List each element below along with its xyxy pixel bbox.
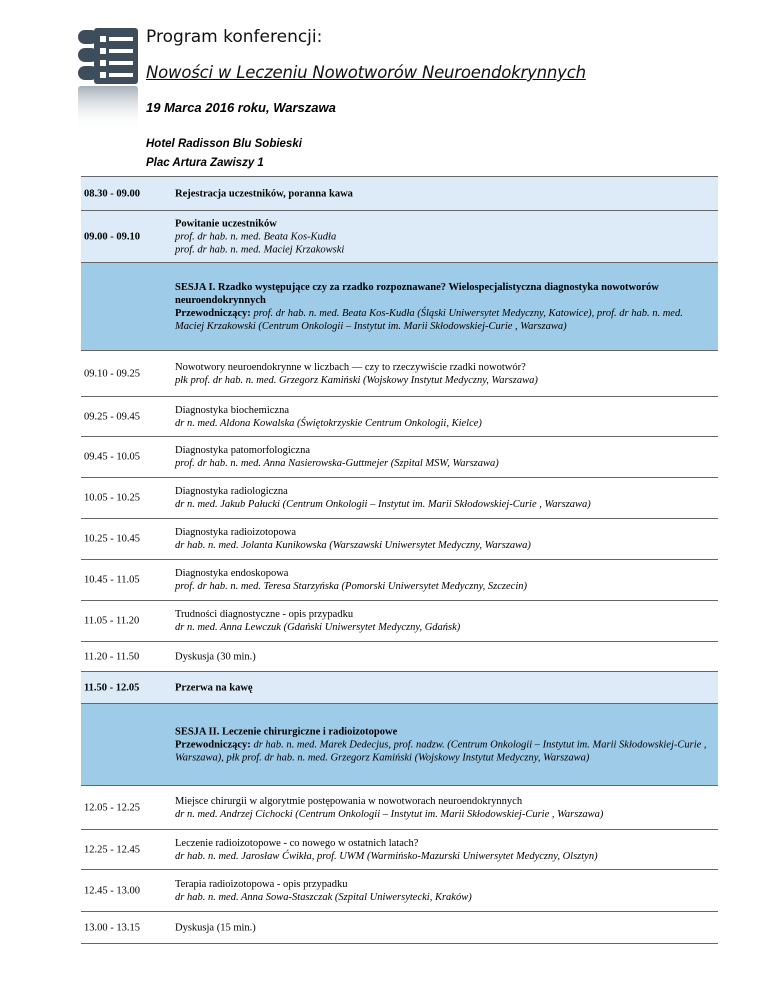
agenda-row-coffee-break <box>81 672 718 704</box>
agenda-speaker: prof. dr hab. n. med. Maciej Krzakowski <box>175 244 345 255</box>
agenda-title: Terapia radioizotopowa - opis przypadku <box>175 878 348 890</box>
time-slot: 12.25 - 12.45 <box>84 844 140 855</box>
agenda-speaker: dr hab. n. med. Jolanta Kunikowska (Warszawski Uniwersytet Medyczny, Warszawa) <box>175 540 531 551</box>
venue <box>146 135 302 173</box>
agenda-row-discussion <box>81 912 718 944</box>
chair-names: dr hab. n. med. Marek Dedecjus, prof. nadzw. (Centrum Onkologii – Instytut im. Marii Skłodowskiej-Curie , Warszawa), płk prof. dr hab. n. med. Grzegorz Kamiński (Wojskowy Instytut Medyczny, Warszawa) <box>175 739 707 763</box>
agenda-content <box>175 187 714 200</box>
time-slot: 09.10 - 09.25 <box>84 368 140 379</box>
session-header-2 <box>81 704 718 786</box>
time-slot: 11.50 - 12.05 <box>84 682 140 693</box>
agenda-row-welcome <box>81 211 718 263</box>
chair-names: prof. dr hab. n. med. Beata Kos-Kudła (Śląski Uniwersytet Medyczny, Katowice), prof. dr hab. n. med. Maciej Krzakowski (Centrum Onkologii – Instytut im. Marii Skłodowskiej-Curie , Warszawa) <box>175 307 683 332</box>
agenda-content <box>175 526 714 552</box>
agenda-row-discussion <box>81 642 718 672</box>
agenda-row <box>81 437 718 478</box>
agenda-content <box>175 404 714 430</box>
agenda-content <box>175 921 714 934</box>
list-document-icon <box>74 22 144 132</box>
session-chairs <box>175 739 707 763</box>
conference-date: 19 Marca 2016 roku, Warszawa <box>146 100 336 115</box>
agenda-title: Miejsce chirurgii w algorytmie postępowania w nowotworach neuroendokrynnych <box>175 795 523 807</box>
agenda-row <box>81 519 718 560</box>
agenda-title: Diagnostyka patomorfologiczna <box>175 445 311 456</box>
agenda-row <box>81 601 718 642</box>
agenda-row <box>81 786 718 830</box>
time-slot: 10.25 - 10.45 <box>84 533 140 545</box>
agenda-title: Trudności diagnostyczne - opis przypadku <box>175 609 354 620</box>
time-slot: 09.00 - 09.10 <box>84 231 140 242</box>
agenda-speaker: dr n. med. Andrzej Cichocki (Centrum Onkologii – Instytut im. Marii Skłodowskiej-Curie , Warszawa) <box>175 808 604 820</box>
venue-hotel: Hotel Radisson Blu Sobieski <box>146 138 302 150</box>
session-title: SESJA II. Leczenie chirurgiczne i radioizotopowe <box>175 726 398 737</box>
agenda-content <box>175 795 714 821</box>
agenda-speaker: prof. dr hab. n. med. Anna Nasierowska-Guttmejer (Szpital MSW, Warszawa) <box>175 458 499 469</box>
session-chairs <box>175 308 683 332</box>
agenda-speaker: prof. dr hab. n. med. Beata Kos-Kudła <box>175 231 337 242</box>
chair-label: Przewodniczący: <box>175 307 251 319</box>
time-slot: 12.05 - 12.25 <box>84 802 140 813</box>
agenda-speaker: prof. dr hab. n. med. Teresa Starzyńska (Pomorski Uniwersytet Medyczny, Szczecin) <box>175 581 527 592</box>
agenda-title: Diagnostyka biochemiczna <box>175 404 290 416</box>
agenda-speaker: dr n. med. Jakub Pałucki (Centrum Onkologii – Instytut im. Marii Skłodowskiej-Curie , Warszawa) <box>175 499 591 510</box>
time-slot: 12.45 - 13.00 <box>84 885 140 896</box>
conference-name: Nowości w Leczeniu Nowotworów Neuroendokrynnych <box>146 63 586 82</box>
agenda-speaker: dr hab. n. med. Jarosław Ćwikła, prof. UWM (Warmińsko-Mazurski Uniwersytet Medyczny, Olsztyn) <box>175 850 598 862</box>
agenda-content <box>175 444 714 470</box>
agenda-title: Dyskusja (15 min.) <box>175 922 256 933</box>
agenda-row <box>81 478 718 519</box>
agenda-content <box>175 485 714 511</box>
time-slot: 09.25 - 09.45 <box>84 411 140 422</box>
agenda-content <box>175 837 714 863</box>
chair-label: Przewodniczący: <box>175 739 251 750</box>
session-content <box>175 725 714 764</box>
agenda-speaker: płk prof. dr hab. n. med. Grzegorz Kamiński (Wojskowy Instytut Medyczny, Warszawa) <box>175 374 538 386</box>
agenda-table <box>81 176 718 944</box>
venue-address: Plac Artura Zawiszy 1 <box>146 157 264 169</box>
agenda-title: Nowotwory neuroendokrynne w liczbach — czy to rzeczywiście rzadki nowotwór? <box>175 361 526 373</box>
time-slot: 11.20 - 11.50 <box>84 651 140 662</box>
agenda-title: Diagnostyka radioizotopowa <box>175 527 297 538</box>
time-slot: 11.05 - 11.20 <box>84 615 140 627</box>
agenda-row <box>81 830 718 870</box>
agenda-content <box>175 650 714 663</box>
agenda-title: Dyskusja (30 min.) <box>175 651 256 662</box>
session-header-1 <box>81 263 718 351</box>
agenda-row <box>81 560 718 601</box>
agenda-speaker: dr n. med. Anna Lewczuk (Gdański Uniwersytet Medyczny, Gdańsk) <box>175 622 461 633</box>
agenda-title: Powitanie uczestników <box>175 218 277 229</box>
agenda-speaker: dr n. med. Aldona Kowalska (Świętokrzyskie Centrum Onkologii, Kielce) <box>175 417 482 429</box>
agenda-content <box>175 361 714 387</box>
agenda-row <box>81 870 718 912</box>
agenda-content <box>175 217 714 256</box>
agenda-row-registration <box>81 177 718 211</box>
agenda-content <box>175 608 714 634</box>
agenda-title: Przerwa na kawę <box>175 682 253 693</box>
agenda-title: Diagnostyka radiologiczna <box>175 486 288 497</box>
agenda-speaker: dr hab. n. med. Anna Sowa-Staszczak (Szpital Uniwersytecki, Kraków) <box>175 891 472 903</box>
time-slot: 10.05 - 10.25 <box>84 492 140 504</box>
time-slot: 13.00 - 13.15 <box>84 922 140 933</box>
agenda-content <box>175 567 714 593</box>
agenda-title: Rejestracja uczestników, poranna kawa <box>175 188 353 199</box>
agenda-row <box>81 397 718 437</box>
agenda-content <box>175 681 714 694</box>
time-slot: 08.30 - 09.00 <box>84 188 140 199</box>
time-slot: 09.45 - 10.05 <box>84 451 140 463</box>
agenda-title: Leczenie radioizotopowe - co nowego w ostatnich latach? <box>175 837 419 849</box>
agenda-content <box>175 878 714 904</box>
session-title: SESJA I. Rzadko występujące czy za rzadko rozpoznawane? Wielospecjalistyczna diagnostyka nowotworów neuroendokrynnych <box>175 281 659 306</box>
page-title: Program konferencji: <box>146 27 323 47</box>
time-slot: 10.45 - 11.05 <box>84 574 140 586</box>
session-content <box>175 281 714 333</box>
agenda-title: Diagnostyka endoskopowa <box>175 568 289 579</box>
agenda-row <box>81 351 718 397</box>
